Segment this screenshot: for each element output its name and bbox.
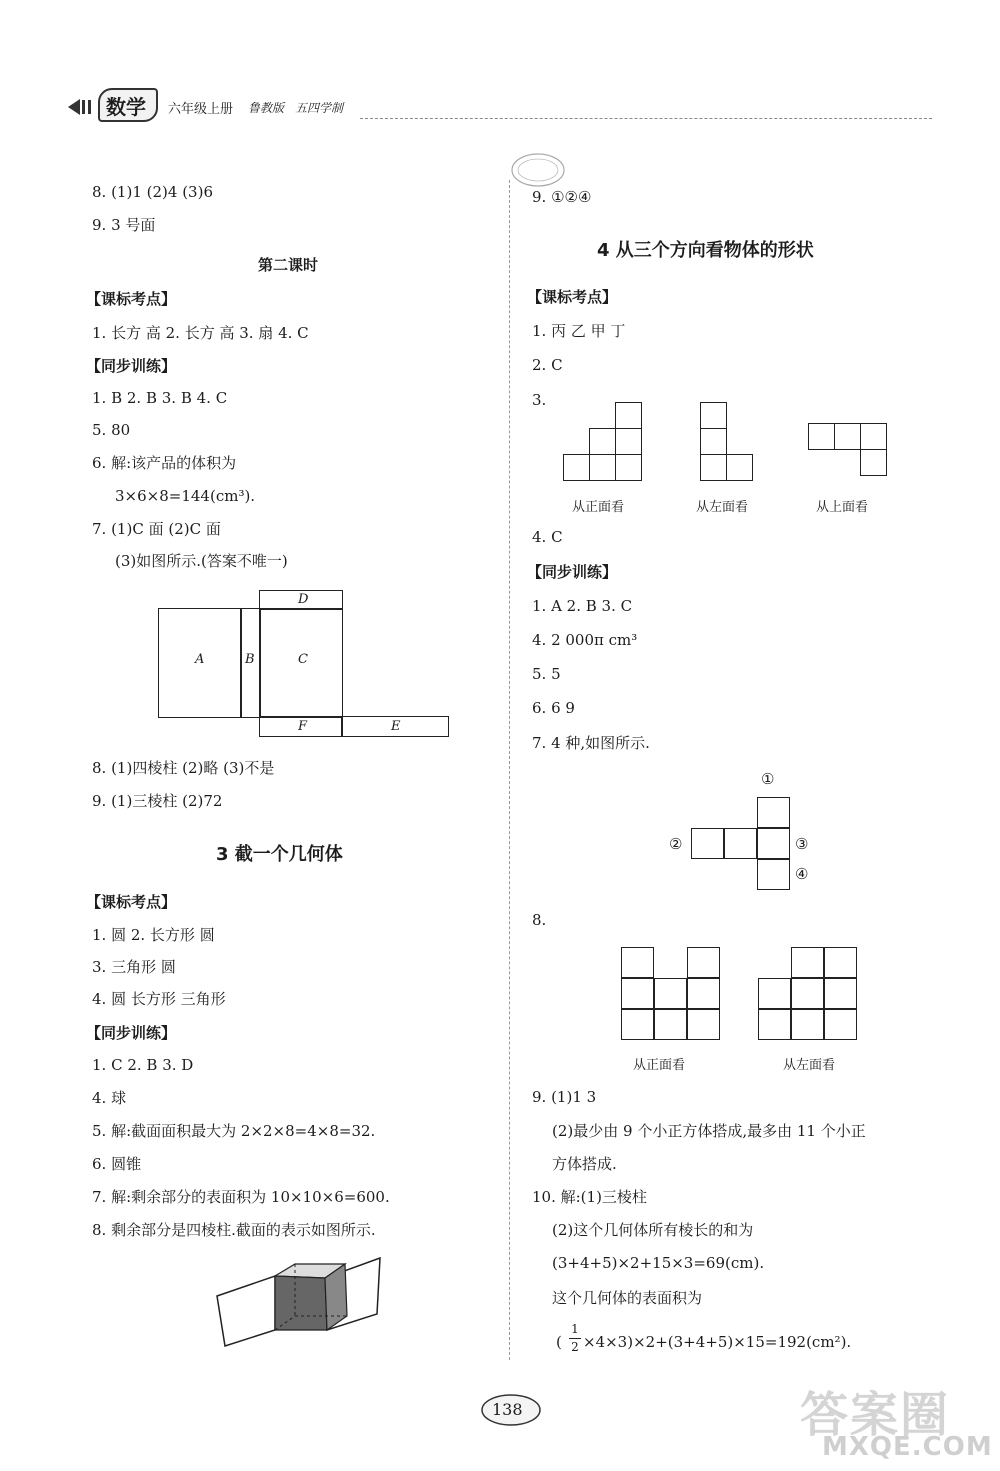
r-tb-answer-7: 7. 4 种,如图所示. xyxy=(532,734,650,752)
r-tb-answer-9a: 9. (1)1 3 xyxy=(532,1088,597,1106)
page-number: 138 xyxy=(492,1400,523,1419)
circled-1: ① xyxy=(761,770,775,788)
watermark-logo: 答案圈 xyxy=(800,1387,951,1443)
answer-9: 9. 3 号面 xyxy=(92,216,156,234)
tb-answer-8: 8. (1)四棱柱 (2)略 (3)不是 xyxy=(92,759,275,777)
watermark-url: MXQE.COM xyxy=(822,1432,993,1462)
r-answer-9: 9. ①②④ xyxy=(532,188,592,206)
paren-open: ( xyxy=(556,1333,562,1351)
s3-tb-answer-6: 6. 圆锥 xyxy=(92,1155,142,1173)
r-kb-heading: 【课标考点】 xyxy=(527,288,618,306)
net-label-c: C xyxy=(298,652,308,667)
r-tb-answer-9b: (2)最少由 9 个小正方体搭成,最多由 11 个小正 xyxy=(552,1122,866,1140)
fraction-denominator: 2 xyxy=(571,1340,579,1354)
r-tb-answer-1: 1. A 2. B 3. C xyxy=(532,597,633,615)
header-rule xyxy=(360,118,932,119)
r-tb-heading: 【同步训练】 xyxy=(527,563,618,581)
net-label-d: D xyxy=(298,592,309,607)
s3-tb-answer-7: 7. 解:剩余部分的表面积为 10×10×6=600. xyxy=(92,1188,390,1206)
kb-heading: 【课标考点】 xyxy=(86,290,177,308)
r-tb-answer-6: 6. 6 9 xyxy=(532,699,575,717)
r-kb-answer-1: 1. 丙 乙 甲 丁 xyxy=(532,322,626,340)
system-label: 五四学制 xyxy=(295,101,344,115)
s3-tb-answer-1: 1. C 2. B 3. D xyxy=(92,1056,194,1074)
grade-label: 六年级上册 xyxy=(168,102,234,117)
s3-kb-answer-1: 1. 圆 2. 长方形 圆 xyxy=(92,926,215,944)
view-top-caption: 从上面看 xyxy=(816,500,869,515)
s3-tb-heading: 【同步训练】 xyxy=(86,1024,177,1042)
view-left-caption: 从左面看 xyxy=(696,500,749,515)
fraction-bar xyxy=(569,1338,581,1339)
answer-10e-expression: ×4×3)×2+(3+4+5)×15=192(cm²). xyxy=(583,1333,852,1351)
net-label-a: A xyxy=(195,652,205,667)
subject-label: 数学 xyxy=(106,95,146,119)
tb-heading: 【同步训练】 xyxy=(86,357,177,375)
s3-kb-heading: 【课标考点】 xyxy=(86,893,177,911)
r-tb-answer-5: 5. 5 xyxy=(532,665,561,683)
tb-answer-1: 1. B 2. B 3. B 4. C xyxy=(92,389,228,407)
tb-answer-6b: 3×6×8=144(cm³). xyxy=(115,487,256,505)
section-4-title: 4 从三个方向看物体的形状 xyxy=(597,240,814,261)
r-kb-answer-4: 4. C xyxy=(532,528,563,546)
circled-4: ④ xyxy=(795,865,809,883)
s3-tb-answer-5: 5. 解:截面面积最大为 2×2×8=4×8=32. xyxy=(92,1122,376,1140)
cut-prism-figure xyxy=(215,1250,385,1350)
fraction-numerator: 1 xyxy=(571,1322,579,1336)
r-tb-answer-10a: 10. 解:(1)三棱柱 xyxy=(532,1188,647,1206)
r-tb-answer-8: 8. xyxy=(532,911,547,929)
r-tb-answer-4: 4. 2 000π cm³ xyxy=(532,631,638,649)
column-divider xyxy=(509,180,510,1360)
r-tb-answer-10c: (3+4+5)×2+15×3=69(cm). xyxy=(552,1254,765,1272)
tb-answer-9: 9. (1)三棱柱 (2)72 xyxy=(92,792,223,810)
view8-left-caption: 从左面看 xyxy=(783,1058,836,1073)
circled-2: ② xyxy=(669,835,683,853)
r-kb-answer-3: 3. xyxy=(532,391,547,409)
section-3-title: 3 截一个几何体 xyxy=(216,844,343,865)
r-tb-answer-10d: 这个几何体的表面积为 xyxy=(552,1289,703,1307)
tb-answer-5: 5. 80 xyxy=(92,421,131,439)
lesson-2-title: 第二课时 xyxy=(258,256,319,274)
kb-answer-1: 1. 长方 高 2. 长方 高 3. 扇 4. C xyxy=(92,324,309,342)
s3-tb-answer-4: 4. 球 xyxy=(92,1089,127,1107)
tb-answer-6a: 6. 解:该产品的体积为 xyxy=(92,454,237,472)
r-kb-answer-2: 2. C xyxy=(532,356,563,374)
s3-tb-answer-8: 8. 剩余部分是四棱柱.截面的表示如图所示. xyxy=(92,1221,376,1239)
tb-answer-7b: (3)如图所示.(答案不唯一) xyxy=(115,552,288,570)
view8-front-caption: 从正面看 xyxy=(633,1058,686,1073)
s3-kb-answer-3: 3. 三角形 圆 xyxy=(92,958,176,976)
net-label-f: F xyxy=(298,719,308,734)
tb-answer-7a: 7. (1)C 面 (2)C 面 xyxy=(92,520,221,538)
header-logo-icon xyxy=(66,96,98,118)
circled-3: ③ xyxy=(795,835,809,853)
net-label-e: E xyxy=(391,719,401,734)
seal-stamp-icon xyxy=(508,150,568,190)
edition-label: 鲁教版 xyxy=(248,101,285,115)
r-tb-answer-9c: 方体搭成. xyxy=(552,1155,617,1173)
r-tb-answer-10b: (2)这个几何体所有棱长的和为 xyxy=(552,1221,754,1239)
answer-8: 8. (1)1 (2)4 (3)6 xyxy=(92,183,213,201)
view-front-caption: 从正面看 xyxy=(572,500,625,515)
net-label-b: B xyxy=(245,652,255,667)
s3-kb-answer-4: 4. 圆 长方形 三角形 xyxy=(92,990,226,1008)
